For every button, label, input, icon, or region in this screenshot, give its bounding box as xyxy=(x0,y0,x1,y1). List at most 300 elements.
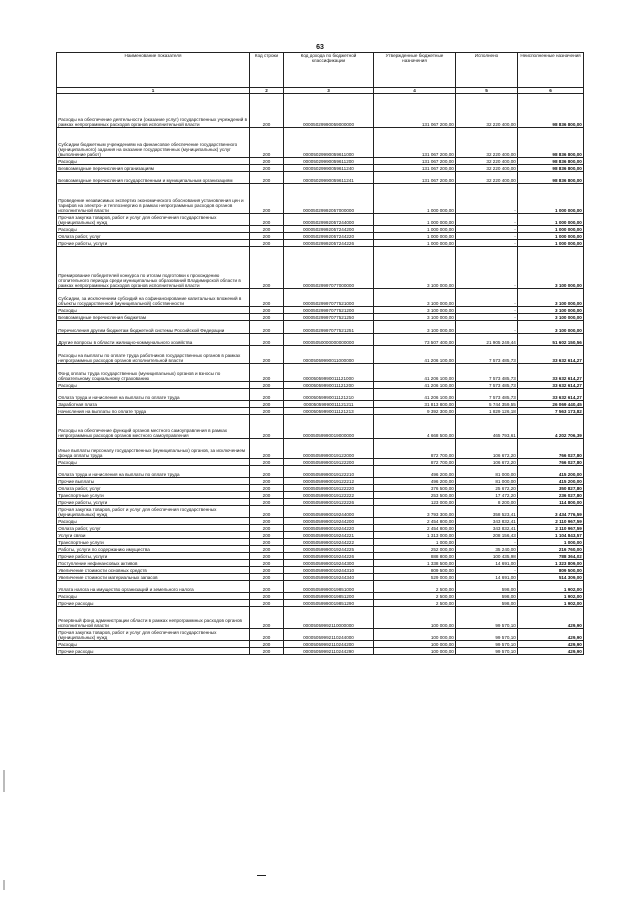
row-remaining: 216 760,00 xyxy=(518,546,584,553)
row-remaining: 1 000 000,00 xyxy=(518,214,584,226)
row-line-code: 200 xyxy=(250,233,284,240)
row-executed: 21 905 249,44 xyxy=(456,334,518,346)
row-line-code: 200 xyxy=(250,247,284,289)
row-approved: 131 067 200,00 xyxy=(374,172,456,184)
row-remaining: 3 100 000,00 xyxy=(518,321,584,334)
header-income-code: Код дохода по бюджетной классификации xyxy=(284,53,374,88)
table-row xyxy=(57,128,584,158)
row-approved: 376 500,00 xyxy=(374,485,456,492)
row-name: Расходы на обеспечение функций органов местного самоуправления в рамках непрограммных расходов органов местного самоуправления xyxy=(57,415,250,439)
row-approved: 100 000,00 xyxy=(374,607,456,629)
row-approved: 131 067 200,00 xyxy=(374,165,456,172)
column-number: 1 xyxy=(57,88,250,94)
row-approved: 252 000,00 xyxy=(374,546,456,553)
row-executed: 35 240,00 xyxy=(456,546,518,553)
row-remaining: 415 200,00 xyxy=(518,466,584,478)
row-remaining: 766 027,80 xyxy=(518,459,584,466)
row-income-code: 00005029997077521250 xyxy=(284,314,374,321)
row-approved: 1 000 000,00 xyxy=(374,226,456,233)
row-name: Увеличение стоимости основных средств xyxy=(57,567,250,574)
table-row xyxy=(57,641,584,648)
row-income-code: 00005059990019244226 xyxy=(284,553,374,560)
row-name: Заработная плата xyxy=(57,401,250,408)
row-approved: 131 067 200,00 xyxy=(374,158,456,165)
scan-mark xyxy=(3,770,5,792)
row-approved: 3 793 300,00 xyxy=(374,506,456,518)
row-executed: 25 672,20 xyxy=(456,485,518,492)
table-row xyxy=(57,172,584,184)
row-income-code: 00005059990019244222 xyxy=(284,539,374,546)
row-line-code: 200 xyxy=(250,641,284,648)
row-income-code: 00005059990019122220 xyxy=(284,485,374,492)
row-name: Безвозмездные перечисления бюджетам xyxy=(57,314,250,321)
table-row xyxy=(57,600,584,607)
row-approved: 496 200,00 xyxy=(374,466,456,478)
row-approved: 2 454 800,00 xyxy=(374,518,456,525)
row-name: Поступление нефинансовых активов xyxy=(57,560,250,567)
row-income-code: 00005029990059611241 xyxy=(284,172,374,184)
row-name: Оплата работ, услуг xyxy=(57,525,250,532)
row-remaining: 98 836 800,00 xyxy=(518,94,584,128)
row-approved: 9 392 300,00 xyxy=(374,408,456,415)
row-name: Услуги связи xyxy=(57,532,250,539)
row-line-code: 200 xyxy=(250,539,284,546)
row-income-code: 00005059990019000000 xyxy=(284,415,374,439)
row-name: Расходы на обеспечение деятельности (оказание услуг) государственных учреждений в рамках непрограммных расходов органов исполнительной власти xyxy=(57,94,250,128)
row-approved: 872 700,00 xyxy=(374,459,456,466)
row-remaining: 33 632 614,27 xyxy=(518,364,584,382)
row-approved: 131 067 200,00 xyxy=(374,94,456,128)
row-executed: 32 220 400,00 xyxy=(456,158,518,165)
row-income-code: 00005029990059611000 xyxy=(284,128,374,158)
row-executed: 32 220 400,00 xyxy=(456,172,518,184)
budget-table xyxy=(56,52,584,655)
row-executed: 32 220 400,00 xyxy=(456,94,518,128)
row-remaining: 1 000 000,00 xyxy=(518,233,584,240)
row-name: Прочие работы, услуги xyxy=(57,499,250,506)
row-name: Расходы xyxy=(57,593,250,600)
table-row xyxy=(57,226,584,233)
row-income-code: 00005059992110244290 xyxy=(284,648,374,655)
row-name: Резервный фонд администрации области в рамках непрограммных расходов органов исполнительной власти xyxy=(57,607,250,629)
row-executed: 106 672,20 xyxy=(456,459,518,466)
row-name: Проведение независимых экспертиз экономического обоснования установления цен и тарифов на электро- и теплоэнергию в рамках непрограммных расходов органов исполнительной власти xyxy=(57,184,250,214)
row-remaining: 514 309,00 xyxy=(518,574,584,581)
row-line-code: 200 xyxy=(250,158,284,165)
row-income-code: 00005059990019851000 xyxy=(284,581,374,593)
table-row xyxy=(57,214,584,226)
row-approved: 3 100 000,00 xyxy=(374,321,456,334)
scan-mark xyxy=(3,880,5,890)
row-name: Оплата работ, услуг xyxy=(57,233,250,240)
table-row xyxy=(57,364,584,382)
row-line-code: 200 xyxy=(250,382,284,389)
row-name: Субсидии, за исключением субсидий на софинансирование капитальных вложений в объекты государственной (муниципальной) собственности xyxy=(57,289,250,307)
row-line-code: 200 xyxy=(250,532,284,539)
row-executed: 5 744 359,55 xyxy=(456,401,518,408)
row-name: Безвозмездные перечисления государственным и муниципальным организациям xyxy=(57,172,250,184)
table-row xyxy=(57,314,584,321)
row-line-code: 200 xyxy=(250,389,284,401)
table-row xyxy=(57,389,584,401)
row-income-code: 00005029992057000000 xyxy=(284,184,374,214)
row-income-code: 00005029992057244000 xyxy=(284,214,374,226)
table-row xyxy=(57,240,584,247)
row-approved: 41 206 100,00 xyxy=(374,382,456,389)
row-income-code: 00005059990011121210 xyxy=(284,389,374,401)
row-approved: 1 000 000,00 xyxy=(374,184,456,214)
column-number: 2 xyxy=(250,88,284,94)
footer-dash xyxy=(257,875,266,876)
row-executed: 99 570,10 xyxy=(456,641,518,648)
row-approved: 2 454 800,00 xyxy=(374,525,456,532)
row-name: Расходы xyxy=(57,382,250,389)
header-executed: Исполнено xyxy=(456,53,518,88)
row-executed: 32 220 400,00 xyxy=(456,165,518,172)
table-row xyxy=(57,539,584,546)
row-line-code: 200 xyxy=(250,492,284,499)
row-executed: 99 570,10 xyxy=(456,648,518,655)
row-approved: 529 000,00 xyxy=(374,574,456,581)
row-remaining: 98 836 800,00 xyxy=(518,172,584,184)
row-approved: 100 000,00 xyxy=(374,629,456,641)
row-approved: 1 000 000,00 xyxy=(374,233,456,240)
row-approved: 3 100 000,00 xyxy=(374,289,456,307)
table-row xyxy=(57,307,584,314)
table-row xyxy=(57,321,584,334)
row-remaining: 1 000,00 xyxy=(518,539,584,546)
row-approved: 41 206 100,00 xyxy=(374,389,456,401)
row-executed: - xyxy=(456,289,518,307)
row-executed: 208 156,43 xyxy=(456,532,518,539)
row-line-code: 200 xyxy=(250,560,284,567)
table-row xyxy=(57,247,584,289)
row-remaining: 2 110 967,59 xyxy=(518,525,584,532)
row-line-code: 200 xyxy=(250,567,284,574)
table-row xyxy=(57,546,584,553)
table-row xyxy=(57,94,584,128)
row-name: Фонд оплаты труда государственных (муниципальных) органов и взносы по обязательному социальному страхованию xyxy=(57,364,250,382)
row-executed: 81 000,00 xyxy=(456,478,518,485)
row-line-code: 200 xyxy=(250,581,284,593)
row-approved: 100 000,00 xyxy=(374,648,456,655)
row-name: Прочие работы, услуги xyxy=(57,240,250,247)
row-executed: 7 573 485,73 xyxy=(456,382,518,389)
row-executed: - xyxy=(456,226,518,233)
row-income-code: 00005059990011121213 xyxy=(284,408,374,415)
row-income-code: 00005029997077000000 xyxy=(284,247,374,289)
table-row xyxy=(57,506,584,518)
row-approved: 100 000,00 xyxy=(374,641,456,648)
row-approved: 1 000 000,00 xyxy=(374,240,456,247)
row-line-code: 200 xyxy=(250,546,284,553)
column-number: 4 xyxy=(374,88,456,94)
row-executed: 14 691,00 xyxy=(456,574,518,581)
table-row xyxy=(57,401,584,408)
row-income-code: 00005059992110244000 xyxy=(284,629,374,641)
table-row xyxy=(57,485,584,492)
row-line-code: 200 xyxy=(250,629,284,641)
row-remaining: 114 800,00 xyxy=(518,499,584,506)
row-name: Прочая закупка товаров, работ и услуг для обеспечения государственных (муниципальных) нужд xyxy=(57,629,250,641)
row-approved: 809 500,00 xyxy=(374,567,456,574)
row-line-code: 200 xyxy=(250,321,284,334)
row-name: Расходы xyxy=(57,518,250,525)
row-line-code: 200 xyxy=(250,607,284,629)
row-remaining: 1 323 809,00 xyxy=(518,560,584,567)
table-row xyxy=(57,415,584,439)
row-approved: 253 500,00 xyxy=(374,492,456,499)
row-line-code: 200 xyxy=(250,401,284,408)
row-remaining: 766 027,80 xyxy=(518,439,584,459)
row-line-code: 200 xyxy=(250,459,284,466)
row-remaining: 1 000 000,00 xyxy=(518,226,584,233)
table-row xyxy=(57,382,584,389)
row-line-code: 200 xyxy=(250,439,284,459)
row-name: Прочие выплаты xyxy=(57,478,250,485)
row-executed: - xyxy=(456,567,518,574)
row-line-code: 200 xyxy=(250,214,284,226)
row-remaining: 429,90 xyxy=(518,607,584,629)
row-line-code: 200 xyxy=(250,525,284,532)
column-number: 6 xyxy=(518,88,584,94)
table-row xyxy=(57,408,584,415)
page-number: 63 xyxy=(316,44,324,51)
row-line-code: 200 xyxy=(250,240,284,247)
row-remaining: 33 632 614,27 xyxy=(518,389,584,401)
row-executed: 343 832,41 xyxy=(456,525,518,532)
row-remaining: 429,90 xyxy=(518,641,584,648)
row-executed: 8 200,00 xyxy=(456,499,518,506)
row-income-code: 00005059990019244225 xyxy=(284,546,374,553)
row-approved: 73 507 400,00 xyxy=(374,334,456,346)
row-remaining: 1 902,00 xyxy=(518,600,584,607)
row-executed: 32 220 400,00 xyxy=(456,128,518,158)
table-row xyxy=(57,553,584,560)
row-approved: 2 500,00 xyxy=(374,581,456,593)
row-executed: - xyxy=(456,214,518,226)
row-remaining: 809 500,00 xyxy=(518,567,584,574)
table-row xyxy=(57,525,584,532)
row-executed: - xyxy=(456,314,518,321)
row-remaining: 3 100 000,00 xyxy=(518,247,584,289)
row-remaining: 236 027,80 xyxy=(518,492,584,499)
row-executed: 7 573 485,73 xyxy=(456,389,518,401)
row-name: Увеличение стоимости материальных запасов xyxy=(57,574,250,581)
row-executed: 7 573 485,73 xyxy=(456,364,518,382)
row-income-code: 00005029990059611200 xyxy=(284,158,374,165)
row-approved: 31 813 800,00 xyxy=(374,401,456,408)
header-indicator-name: Наименование показателя xyxy=(57,53,250,88)
row-name: Премирование победителей конкурса по итогам подготовки к прохождению отопительного периода среди муниципальных образований Владимирской области в рамках непрограммных расходов органов исполнительной власти xyxy=(57,247,250,289)
column-number: 5 xyxy=(456,88,518,94)
row-executed: 99 570,10 xyxy=(456,607,518,629)
row-remaining: 788 364,02 xyxy=(518,553,584,560)
row-approved: 3 100 000,00 xyxy=(374,247,456,289)
row-name: Транспортные услуги xyxy=(57,539,250,546)
row-name: Прочая закупка товаров, работ и услуг для обеспечения государственных (муниципальных) нужд xyxy=(57,214,250,226)
table-row xyxy=(57,459,584,466)
row-name: Расходы xyxy=(57,307,250,314)
row-line-code: 200 xyxy=(250,593,284,600)
row-remaining: 3 100 000,00 xyxy=(518,307,584,314)
table-row xyxy=(57,499,584,506)
row-remaining: 26 069 440,45 xyxy=(518,401,584,408)
row-income-code: 00005059990019244300 xyxy=(284,560,374,567)
table-row xyxy=(57,289,584,307)
row-line-code: 200 xyxy=(250,307,284,314)
row-income-code: 00005029997077521200 xyxy=(284,307,374,314)
header-line-code: Код строки xyxy=(250,53,284,88)
row-income-code: 00005059992110000000 xyxy=(284,607,374,629)
row-line-code: 200 xyxy=(250,128,284,158)
row-name: Прочие расходы xyxy=(57,648,250,655)
row-line-code: 200 xyxy=(250,165,284,172)
row-name: Иные выплаты персоналу государственных (муниципальных) органов, за исключением фонда оплаты труда xyxy=(57,439,250,459)
row-approved: 2 500,00 xyxy=(374,600,456,607)
row-line-code: 200 xyxy=(250,289,284,307)
row-line-code: 200 xyxy=(250,574,284,581)
row-executed: - xyxy=(456,233,518,240)
row-line-code: 200 xyxy=(250,334,284,346)
row-remaining: 1 000 000,00 xyxy=(518,184,584,214)
row-approved: 888 800,00 xyxy=(374,553,456,560)
row-line-code: 200 xyxy=(250,94,284,128)
table-row xyxy=(57,532,584,539)
row-remaining: 3 434 776,59 xyxy=(518,506,584,518)
row-income-code: 00005059992110244200 xyxy=(284,641,374,648)
row-income-code: 00005059990011121211 xyxy=(284,401,374,408)
row-executed: 1 829 126,18 xyxy=(456,408,518,415)
row-income-code: 00005059990011000000 xyxy=(284,346,374,364)
table-row xyxy=(57,478,584,485)
row-income-code: 00005029990059611240 xyxy=(284,165,374,172)
row-executed: 598,00 xyxy=(456,593,518,600)
table-row xyxy=(57,184,584,214)
row-name: Расходы xyxy=(57,459,250,466)
row-approved: 496 200,00 xyxy=(374,478,456,485)
row-line-code: 200 xyxy=(250,600,284,607)
table-row xyxy=(57,346,584,364)
table-row xyxy=(57,439,584,459)
row-name: Прочая закупка товаров, работ и услуг для обеспечения государственных (муниципальных) нужд xyxy=(57,506,250,518)
row-remaining: 33 632 614,27 xyxy=(518,382,584,389)
row-income-code: 00005029992057244200 xyxy=(284,226,374,233)
row-line-code: 200 xyxy=(250,466,284,478)
table-row xyxy=(57,593,584,600)
row-line-code: 200 xyxy=(250,415,284,439)
row-approved: 3 100 000,00 xyxy=(374,314,456,321)
row-approved: 3 100 000,00 xyxy=(374,307,456,314)
row-line-code: 200 xyxy=(250,499,284,506)
row-income-code: 00005029992057244226 xyxy=(284,240,374,247)
row-name: Безвозмездные перечисления организациям xyxy=(57,165,250,172)
column-number: 3 xyxy=(284,88,374,94)
header-row xyxy=(57,53,584,88)
row-remaining: 33 632 614,27 xyxy=(518,346,584,364)
row-approved: 4 668 500,00 xyxy=(374,415,456,439)
table-row xyxy=(57,518,584,525)
table-row xyxy=(57,629,584,641)
row-approved: 2 500,00 xyxy=(374,593,456,600)
row-line-code: 200 xyxy=(250,172,284,184)
table-row xyxy=(57,233,584,240)
row-income-code: 00005029997077521000 xyxy=(284,289,374,307)
table-row xyxy=(57,165,584,172)
row-approved: 1 000,00 xyxy=(374,539,456,546)
row-line-code: 200 xyxy=(250,506,284,518)
row-approved: 1 338 500,00 xyxy=(374,560,456,567)
row-name: Субсидии бюджетным учреждениям на финансовое обеспечение государственного (муниципального) задания на оказание государственных (муниципальных) услуг (выполнение работ) xyxy=(57,128,250,158)
row-income-code: 00005059990019244221 xyxy=(284,532,374,539)
row-income-code: 00005059990019122222 xyxy=(284,492,374,499)
table-row xyxy=(57,334,584,346)
row-line-code: 200 xyxy=(250,553,284,560)
row-approved: 41 206 100,00 xyxy=(374,346,456,364)
row-executed: 100 435,98 xyxy=(456,553,518,560)
row-line-code: 200 xyxy=(250,346,284,364)
row-remaining: 98 836 800,00 xyxy=(518,128,584,158)
row-name: Уплата налога на имущество организаций и земельного налога xyxy=(57,581,250,593)
row-income-code: 00005059990011121200 xyxy=(284,382,374,389)
table-row xyxy=(57,492,584,499)
row-income-code: 00005059990019244340 xyxy=(284,574,374,581)
row-line-code: 200 xyxy=(250,485,284,492)
table-row xyxy=(57,607,584,629)
row-remaining: 1 104 843,57 xyxy=(518,532,584,539)
row-income-code: 00005059990019122210 xyxy=(284,466,374,478)
row-line-code: 200 xyxy=(250,364,284,382)
row-executed: - xyxy=(456,240,518,247)
row-income-code: 00005059990019244200 xyxy=(284,518,374,525)
table-row xyxy=(57,581,584,593)
row-name: Перечисления другим бюджетам бюджетной системы Российской Федерации xyxy=(57,321,250,334)
row-line-code: 200 xyxy=(250,478,284,485)
row-executed: 99 570,10 xyxy=(456,629,518,641)
row-approved: 1 000 000,00 xyxy=(374,214,456,226)
row-remaining: 1 000 000,00 xyxy=(518,240,584,247)
row-executed: 343 832,41 xyxy=(456,518,518,525)
row-remaining: 2 110 967,59 xyxy=(518,518,584,525)
row-name: Прочие расходы xyxy=(57,600,250,607)
row-executed: - xyxy=(456,321,518,334)
row-executed: 465 793,61 xyxy=(456,415,518,439)
row-executed: 17 472,20 xyxy=(456,492,518,499)
row-income-code: 00005059990019244000 xyxy=(284,506,374,518)
row-executed: 358 523,41 xyxy=(456,506,518,518)
row-income-code: 00005059990019851290 xyxy=(284,600,374,607)
row-line-code: 200 xyxy=(250,518,284,525)
row-executed: - xyxy=(456,247,518,289)
row-income-code: 00005059990019122000 xyxy=(284,439,374,459)
row-remaining: 7 563 173,82 xyxy=(518,408,584,415)
row-line-code: 200 xyxy=(250,648,284,655)
row-remaining: 429,90 xyxy=(518,629,584,641)
row-income-code: 00005029997077521251 xyxy=(284,321,374,334)
row-income-code: 00005059990019244220 xyxy=(284,525,374,532)
row-executed: 81 000,00 xyxy=(456,466,518,478)
row-name: Прочие работы, услуги xyxy=(57,553,250,560)
row-remaining: 98 836 800,00 xyxy=(518,165,584,172)
row-income-code: 00005059990019851200 xyxy=(284,593,374,600)
header-remaining: Неисполненные назначения xyxy=(518,53,584,88)
row-remaining: 98 836 800,00 xyxy=(518,158,584,165)
row-remaining: 3 100 000,00 xyxy=(518,314,584,321)
row-approved: 131 067 200,00 xyxy=(374,128,456,158)
row-executed: 598,00 xyxy=(456,600,518,607)
table-row xyxy=(57,158,584,165)
table-row xyxy=(57,574,584,581)
